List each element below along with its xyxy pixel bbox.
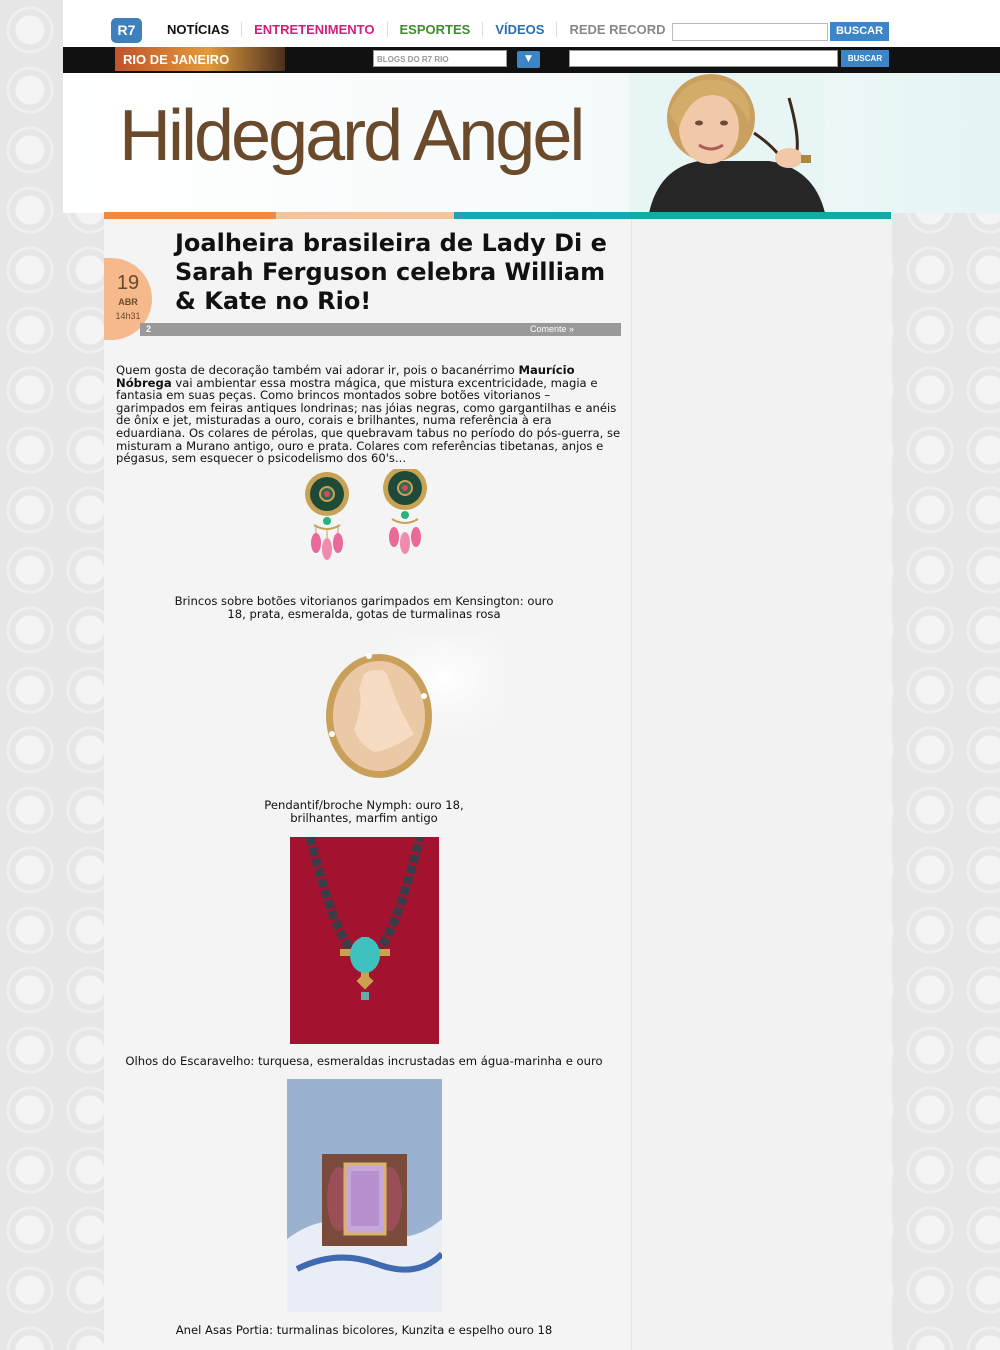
accent-color-bar <box>104 212 891 219</box>
author-photo <box>629 73 825 213</box>
caption-scarab: Olhos do Escaravelho: turquesa, esmeraldas incrustadas em água-marinha e ouro <box>125 1054 603 1068</box>
blog-title[interactable]: Hildegard Angel <box>119 96 583 176</box>
blogs-select[interactable]: BLOGS DO R7 RIO <box>373 50 507 67</box>
top-search-input[interactable] <box>672 23 828 41</box>
post-date-month: ABR <box>118 297 138 307</box>
top-search-button[interactable]: BUSCAR <box>830 22 889 41</box>
city-banner[interactable] <box>115 47 285 71</box>
post-date-time: 14h31 <box>115 311 141 321</box>
nav-item-esportes[interactable]: ESPORTES <box>388 22 484 37</box>
intro-text-end: vai ambientar essa mostra mágica, que mistura excentricidade, magia e fantasia em suas peças. Como brincos montados sobre botões vitorianos – garimpados em feiras antiques londrinas; nas jóias negras, como gargantilhas e anéis de ônix e jet, misturadas a ouro, corais e brilhantes, numa referência à era eduardiana. Os colares de pérolas, que quebravam tabus no período do pós-guerra, se misturam a Murano antigo, ouro e prata. Colares com referências tibetanas, anjos e pégasus, sem esquecer o psicodelismo dos 60's... <box>116 375 621 466</box>
nav-item-noticias[interactable]: NOTÍCIAS <box>167 22 242 37</box>
scarab-necklace-image <box>290 837 439 1044</box>
post-title[interactable]: Joalheira brasileira de Lady Di e Sarah Ferguson celebra William & Kate no Rio! <box>175 229 607 315</box>
page <box>63 0 1000 1350</box>
comments-count[interactable]: 2 <box>146 324 152 334</box>
nav-item-videos[interactable]: VÍDEOS <box>483 22 557 37</box>
post-date-day: 19 <box>116 272 140 294</box>
top-navigation-bar <box>63 0 1000 47</box>
post-column <box>104 219 631 1350</box>
intro-text-start: Quem gosta de decoração também vai adorar ir, pois o bacanérrimo <box>116 363 519 377</box>
city-label: RIO DE JANEIRO <box>123 52 230 67</box>
intro-designer-name: Maurício Nóbrega <box>116 363 575 390</box>
cameo-brooch-image <box>304 634 504 784</box>
blog-search-button[interactable]: BUSCAR <box>841 50 889 67</box>
caption-brooch: Pendantif/broche Nymph: ouro 18, brilhantes, marfim antigo <box>264 798 464 825</box>
earrings-image <box>302 469 432 581</box>
nav-item-rede-record[interactable]: REDE RECORD <box>569 22 666 37</box>
caption-earrings: Brincos sobre botões vitorianos garimpados em Kensington: ouro 18, prata, esmeralda, gotas de turmalinas rosa <box>174 594 554 621</box>
post-meta-bar <box>140 323 621 336</box>
blog-search-input[interactable] <box>569 50 838 67</box>
portia-ring-image <box>287 1079 442 1312</box>
regional-bar <box>63 47 1000 73</box>
r7-logo[interactable]: R7 <box>111 18 142 43</box>
caption-ring: Anel Asas Portia: turmalinas bicolores, Kunzita e espelho ouro 18 <box>175 1323 553 1337</box>
post-intro <box>116 364 621 465</box>
main-nav <box>167 22 678 37</box>
sidebar <box>631 219 892 1350</box>
comment-link[interactable]: Comente » <box>530 324 575 334</box>
nav-item-entretenimento[interactable]: ENTRETENIMENTO <box>242 22 387 37</box>
chevron-down-icon[interactable]: ▼ <box>517 51 540 68</box>
blog-header <box>63 73 1000 213</box>
